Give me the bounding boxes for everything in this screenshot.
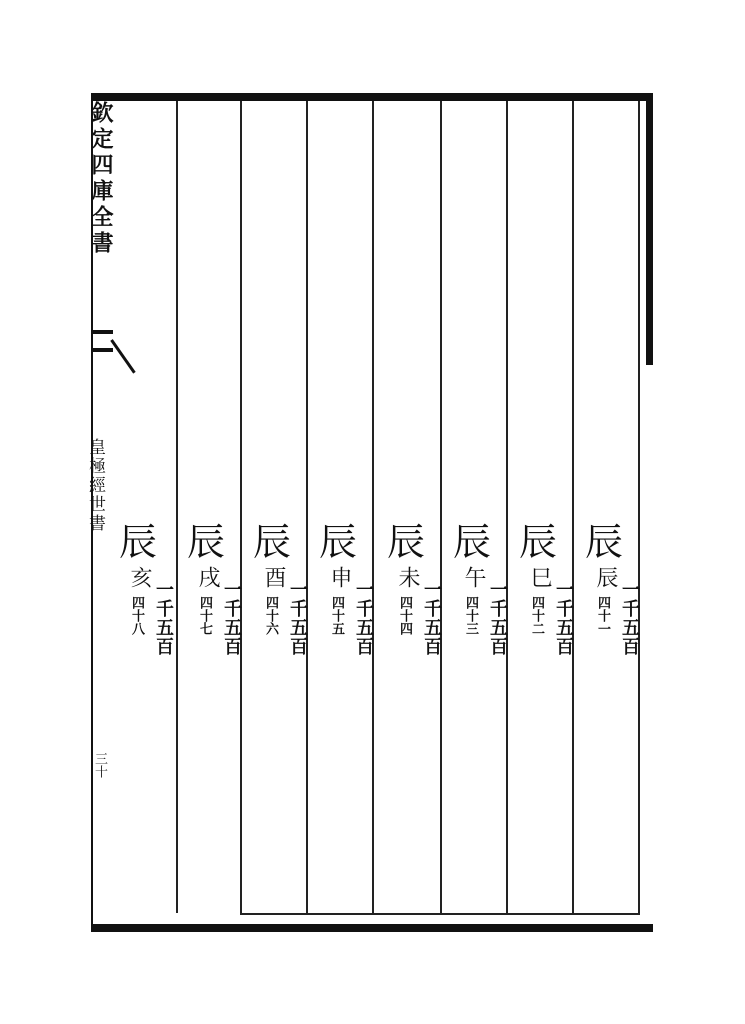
entry [318,520,380,700]
entry-branch: 酉 [261,566,286,588]
entry-subnumber: 四十一 [595,596,610,635]
margin-book-title: 皇極經世書 [85,438,105,533]
entry-subnumber: 四十七 [197,596,212,635]
entry-number: 一千五百 [619,580,640,656]
fishtail-slash [110,339,135,373]
entry-branch: 辰 [593,566,618,588]
frame-top-rule [92,93,653,101]
entry-main-char: 辰 [318,520,357,564]
entry-main-char: 辰 [118,520,157,564]
margin-page-number: 三十 [92,752,107,778]
column-bottom-rule [240,913,640,915]
entry-subnumber: 四十二 [529,596,544,635]
frame-bottom-rule [92,924,653,932]
entry-main-char: 辰 [452,520,491,564]
entry-subnumber: 四十八 [129,596,144,635]
banxin-title: 欽定四庫全書 [88,101,114,257]
column-divider [372,101,374,913]
column-divider [572,101,574,913]
entry [518,520,580,700]
column-divider [176,101,178,913]
entry [118,520,180,700]
entry-number: 一千五百 [353,580,374,656]
entry-main-char: 辰 [386,520,425,564]
entry-number: 一千五百 [553,580,574,656]
frame-right-rule [646,93,653,365]
entry-number: 一千五百 [221,580,242,656]
entry-number: 一千五百 [153,580,174,656]
entry-branch: 申 [327,566,352,588]
column-divider [440,101,442,913]
entry [452,520,514,700]
entry [186,520,248,700]
entry-branch: 巳 [527,566,552,588]
entry-number: 一千五百 [287,580,308,656]
column-divider [306,101,308,913]
entry-subnumber: 四十三 [463,596,478,635]
entry-main-char: 辰 [186,520,225,564]
entry-branch: 戌 [195,566,220,588]
entry-subnumber: 四十五 [329,596,344,635]
entry-subnumber: 四十四 [397,596,412,635]
entry-main-char: 辰 [252,520,291,564]
entry-subnumber: 四十六 [263,596,278,635]
entry-branch: 亥 [127,566,152,588]
frame-right-inner-rule [638,101,640,913]
entry-main-char: 辰 [584,520,623,564]
entry [584,520,646,700]
entry-branch: 午 [461,566,486,588]
entry [386,520,448,700]
entry [252,520,314,700]
entry-main-char: 辰 [518,520,557,564]
column-divider [506,101,508,913]
entry-branch: 未 [395,566,420,588]
column-divider [240,101,242,913]
entry-number: 一千五百 [421,580,442,656]
entry-number: 一千五百 [487,580,508,656]
